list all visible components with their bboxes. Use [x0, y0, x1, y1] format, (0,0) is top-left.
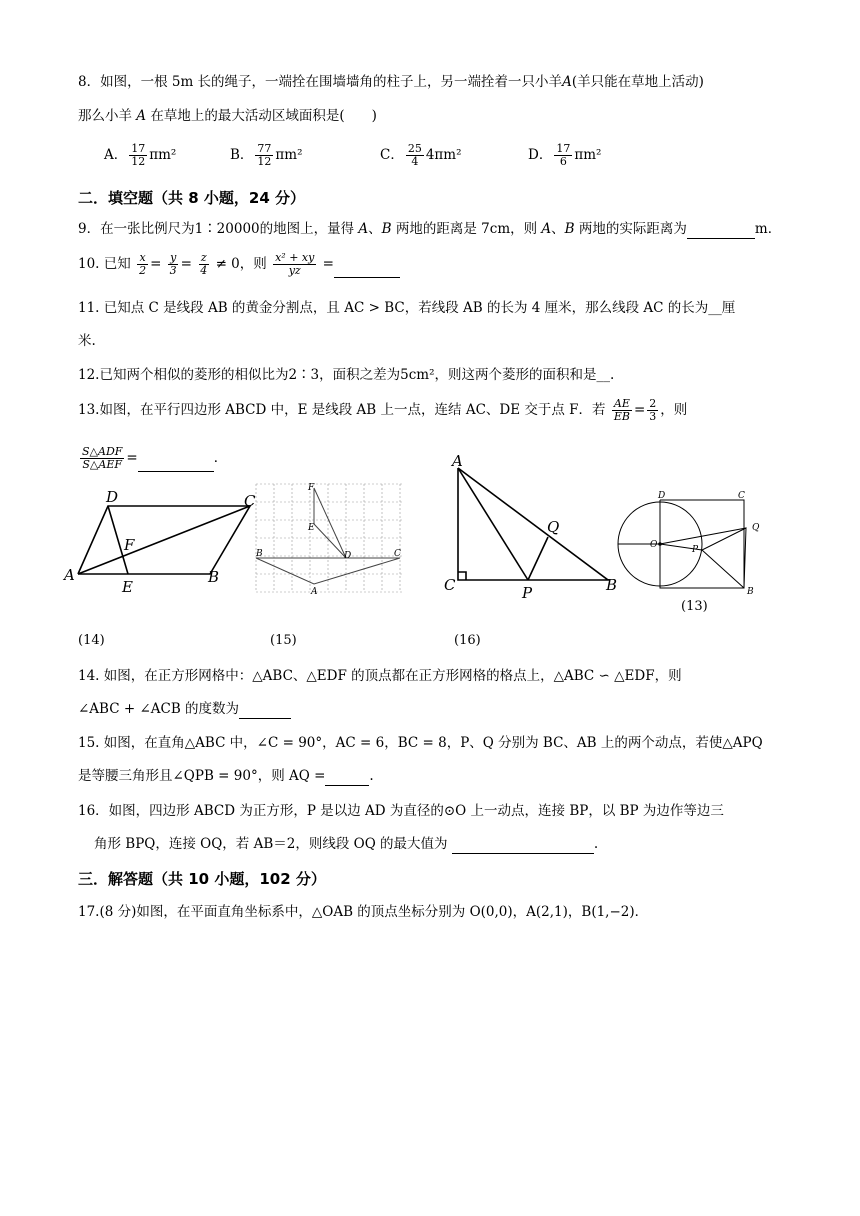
q11-line2: 米.: [78, 333, 96, 349]
figure-circle-square: [616, 488, 766, 596]
circ-label-p: P: [692, 545, 699, 555]
q10: 10. 已知 $\frac{x}{2}$ = $\frac{y}{3}$ = $\frac{z}{4}$ ≠ 0，则 $\frac{\text{x² + xy}}{yz}$ =: [78, 250, 400, 278]
label-a: A: [64, 566, 75, 584]
circ-label-o: O: [650, 540, 658, 550]
grid-label-e: E: [308, 523, 315, 533]
tri-label-a: A: [452, 452, 463, 470]
grid-label-c: C: [394, 549, 401, 559]
q8-line1: 8．如图，一根 5m 长的绳子，一端拴在围墙墙角的柱子上，另一端拴着一只小羊A(羊只能在草地上活动): [78, 74, 704, 90]
tri-label-c: C: [444, 576, 456, 594]
q9: 9．在一张比例尺为1∶20000的地图上，量得 A、B 两地的距离是 7cm，则 A、B 两地的实际距离为 m．: [78, 221, 782, 237]
caption-13: (13): [681, 599, 708, 614]
q17: 17.(8 分)如图，在平面直角坐标系中，△OAB 的顶点坐标分别为 O(0,0)，A(2,1)，B(1,−2)．: [78, 904, 649, 920]
figure-right-triangle: [440, 450, 620, 600]
q16-line2: 角形 BPQ，连接 OQ，若 AB＝2，则线段 OQ 的最大值为 .: [94, 836, 599, 852]
figure-grid: [254, 482, 406, 600]
label-b: B: [208, 568, 220, 586]
q8-option-d: D． $\frac{17}{6}$ πm²: [528, 142, 602, 168]
tri-label-p: P: [522, 584, 533, 600]
q15-answer-blank[interactable]: [325, 771, 369, 786]
caption-15: (15): [270, 633, 297, 648]
tri-label-q: Q: [547, 518, 560, 536]
circ-label-d: D: [658, 491, 666, 501]
q8-option-a: A． $\frac{17}{12}$ πm²: [104, 142, 177, 168]
q8-option-b: B． $\frac{77}{12}$ πm²: [230, 142, 303, 168]
label-c: C: [244, 492, 256, 510]
caption-14: (14): [78, 633, 105, 648]
section-header-fill-in: 二．填空题（共 8 小题，24 分）: [78, 189, 305, 207]
grid-label-f: F: [308, 483, 315, 493]
q16-answer-blank[interactable]: [452, 839, 594, 854]
q10-answer-blank[interactable]: [334, 263, 400, 278]
section-header-solutions: 三．解答题（共 10 小题，102 分）: [78, 870, 326, 888]
circ-label-c: C: [738, 491, 745, 501]
caption-16: (16): [454, 633, 481, 648]
q13-line1: 13.如图，在平行四边形 ABCD 中，E 是线段 AB 上一点，连结 AC、DE 交于点 F．若 $\frac{AE}{EB}$ = $\frac{2}{3}$ ，则: [78, 397, 688, 423]
q14-line2: ∠ABC + ∠ACB 的度数为: [78, 699, 291, 719]
label-f: F: [124, 536, 135, 554]
q14-line1: 14. 如图，在正方形网格中：△ABC、△EDF 的顶点都在正方形网格的格点上，△ABC ∽ △EDF，则: [78, 668, 682, 684]
circ-label-b: B: [747, 587, 754, 596]
q16-line1: 16．如图，四边形 ABCD 为正方形，P 是以边 AD 为直径的⊙O 上一动点，连接 BP，以 BP 为边作等边三: [78, 803, 724, 819]
grid-label-a: A: [311, 587, 318, 597]
q15-line2: 是等腰三角形且∠QPB = 90°，则 AQ = .: [78, 768, 374, 784]
label-d: D: [106, 488, 119, 506]
q13-answer-blank[interactable]: [138, 457, 214, 472]
q15-line1: 15. 如图，在直角△ABC 中，∠C = 90°，AC = 6，BC = 8，P、Q 分别为 BC、AB 上的两个动点，若使△APQ: [78, 735, 763, 751]
q9-answer-blank[interactable]: [687, 224, 755, 239]
circ-label-q: Q: [752, 523, 760, 533]
grid-label-d: D: [344, 551, 352, 561]
q12: 12.已知两个相似的菱形的相似比为2∶3，面积之差为5cm²，则这两个菱形的面积和是__.: [78, 367, 615, 383]
figure-parallelogram: [60, 488, 260, 598]
q11-line1: 11. 已知点 C 是线段 AB 的黄金分割点，且 AC > BC，若线段 AB 的长为 4 厘米，那么线段 AC 的长为__厘: [78, 300, 736, 316]
label-e: E: [122, 578, 133, 596]
q8-option-c: C． $\frac{25}{4}$ 4πm²: [380, 142, 462, 168]
q14-answer-blank[interactable]: [239, 704, 291, 719]
q8-line2: 那么小羊 A 在草地上的最大活动区域面积是( ): [78, 108, 377, 124]
q13-line2: $\frac{\text{S△ADF}}{\text{S△AEF}}$ = ．: [82, 445, 228, 471]
tri-label-b: B: [606, 576, 618, 594]
grid-label-b: B: [256, 549, 263, 559]
